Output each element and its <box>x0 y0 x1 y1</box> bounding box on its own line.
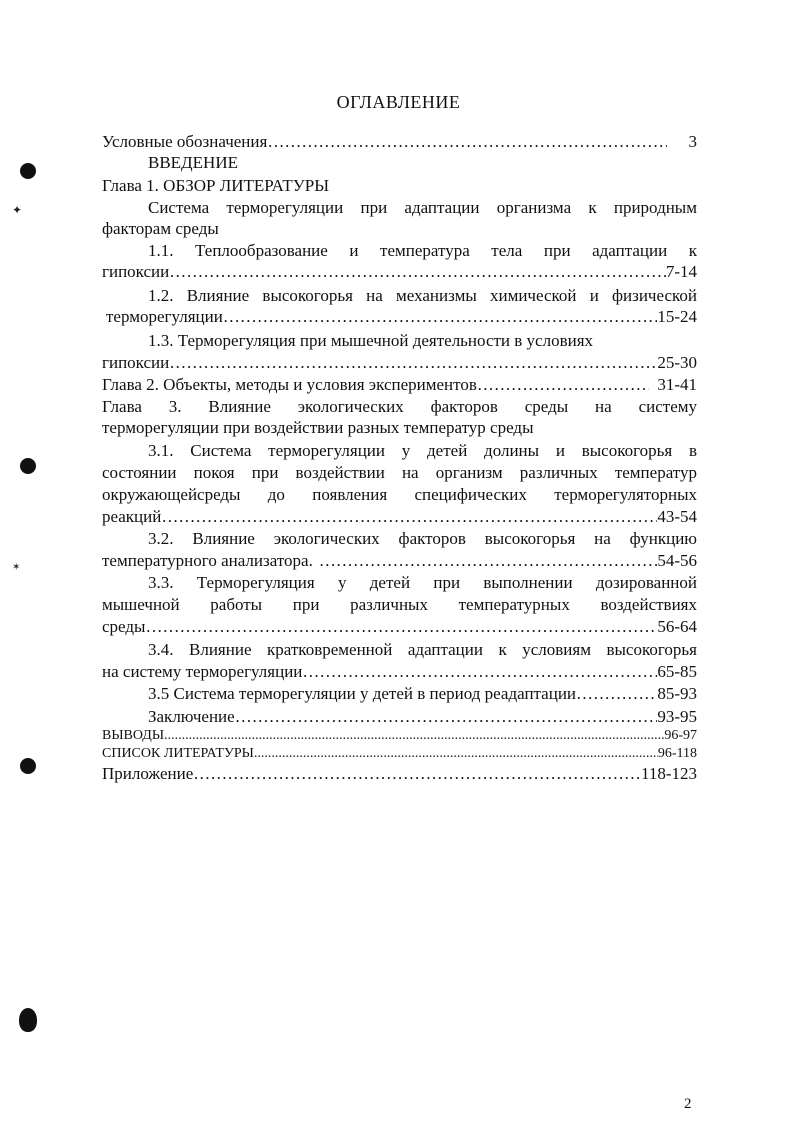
toc-section-1-2-line1: 1.2. Влияние высокогорья на механизмы химической и физической <box>148 286 697 305</box>
toc-entry-page: 3 <box>688 132 697 151</box>
toc-leader-dots <box>169 261 666 282</box>
toc-section-3-1-line3: окружающейсреды до появления специфических терморегуляторных <box>102 485 697 504</box>
toc-section-3-2 <box>102 550 697 571</box>
toc-section-3-3 <box>102 616 697 637</box>
toc-leader-dots <box>145 616 657 637</box>
toc-section-3-3-line2: мышечной работы при различных температурных воздействиях <box>102 595 697 614</box>
toc-appendix <box>102 763 697 784</box>
toc-chapter-3-line1: Глава 3. Влияние экологических факторов среды на систему <box>102 397 697 416</box>
toc-entry-title: ВЫВОДЫ <box>102 728 165 743</box>
punch-hole <box>20 163 36 179</box>
toc-entry-page: 56-64 <box>657 617 697 636</box>
toc-section-3-3-line1: 3.3. Терморегуляция у детей при выполнении дозированной <box>148 573 697 592</box>
toc-entry-page: 43-54 <box>657 507 697 526</box>
toc-entry-intro: ВВЕДЕНИЕ <box>148 153 238 172</box>
page-title: ОГЛАВЛЕНИЕ <box>336 92 461 112</box>
toc-entry-title: Глава 2. Объекты, методы и условия экспериментов <box>102 375 477 394</box>
toc-entry-page: 85-93 <box>657 684 697 703</box>
toc-section-1-1 <box>102 261 697 282</box>
toc-entry-page: 65-85 <box>657 662 697 681</box>
toc-entry-title: гипоксии <box>102 262 170 281</box>
toc-entry-page: 118-123 <box>640 764 697 783</box>
toc-entry-title: Условные обозначения <box>102 132 268 151</box>
toc-leader-dots <box>223 306 657 327</box>
punch-hole <box>20 758 36 774</box>
toc-entry-title: Заключение <box>148 707 235 726</box>
toc-section-3-2-line1: 3.2. Влияние экологических факторов высокогорья на функцию <box>148 529 697 548</box>
toc-entry-page: 7-14 <box>665 262 697 281</box>
toc-leader-dots <box>302 661 657 682</box>
toc-entry-page: 31-41 <box>657 375 697 394</box>
toc-entry-page: 15-24 <box>657 307 697 326</box>
toc-section-1-1-line1: 1.1. Теплообразование и температура тела при адаптации к <box>148 241 697 260</box>
toc-leader-dots <box>254 745 658 763</box>
toc-conclusion <box>148 706 697 727</box>
page-number: 2 <box>684 1096 692 1112</box>
toc-section-3-4 <box>102 661 697 682</box>
toc-leader-dots <box>477 374 649 395</box>
toc-leader-dots <box>319 550 658 571</box>
toc-entry-title: Приложение <box>102 764 194 783</box>
toc-leader-dots <box>169 352 657 373</box>
scan-speck-icon: ✶ <box>12 562 21 573</box>
toc-entry-title: среды <box>102 617 146 636</box>
toc-entry-title: на систему терморегуляции <box>102 662 303 681</box>
toc-chapter-2 <box>102 374 697 395</box>
toc-conclusions <box>102 727 697 745</box>
punch-hole <box>19 1008 37 1032</box>
toc-chapter-3-line2: терморегуляции при воздействии разных температур среды <box>102 418 534 437</box>
scan-speck-icon: ✦ <box>12 203 23 217</box>
toc-leader-dots <box>164 727 664 745</box>
toc-references <box>102 745 697 763</box>
toc-entry-title: реакций <box>102 507 162 526</box>
toc-entry-title: терморегуляции <box>106 307 223 326</box>
toc-ch1-system-line1: Система терморегуляции при адаптации организма к природным <box>148 198 697 217</box>
toc-section-3-1 <box>102 506 697 527</box>
toc-section-1-3 <box>102 352 697 373</box>
toc-section-3-4-line1: 3.4. Влияние кратковременной адаптации к условиям высокогорья <box>148 640 697 659</box>
toc-entry-page: 93-95 <box>657 707 697 726</box>
toc-entry-page: 54-56 <box>657 551 697 570</box>
toc-ch1-system-line2: факторам среды <box>102 219 219 238</box>
toc-entry-notation <box>102 131 697 152</box>
toc-leader-dots <box>161 506 657 527</box>
toc-entry-title: гипоксии <box>102 353 170 372</box>
toc-entry-title: СПИСОК ЛИТЕРАТУРЫ <box>102 746 254 761</box>
toc-section-1-3-line1: 1.3. Терморегуляция при мышечной деятельности в условиях <box>148 331 594 350</box>
toc-section-3-1-line2: состоянии покоя при воздействии на организм различных температур <box>102 463 697 482</box>
toc-entry-page: 25-30 <box>657 353 697 372</box>
toc-section-3-5 <box>148 683 697 704</box>
toc-entry-page: 96-118 <box>657 746 697 761</box>
toc-section-1-2 <box>102 306 697 327</box>
punch-hole <box>20 458 36 474</box>
toc-entry-page: 96-97 <box>664 728 697 743</box>
toc-leader-dots <box>235 706 658 727</box>
toc-entry-title: 3.5 Система терморегуляции у детей в период реадаптации <box>148 684 577 703</box>
toc-leader-dots <box>267 131 666 152</box>
toc-leader-dots <box>193 763 641 784</box>
toc-chapter-1: Глава 1. ОБЗОР ЛИТЕРАТУРЫ <box>102 176 330 195</box>
toc-entry-title: температурного анализатора. <box>102 551 313 570</box>
toc-leader-dots <box>576 683 657 704</box>
toc-section-3-1-line1: 3.1. Система терморегуляции у детей долины и высокогорья в <box>148 441 697 460</box>
